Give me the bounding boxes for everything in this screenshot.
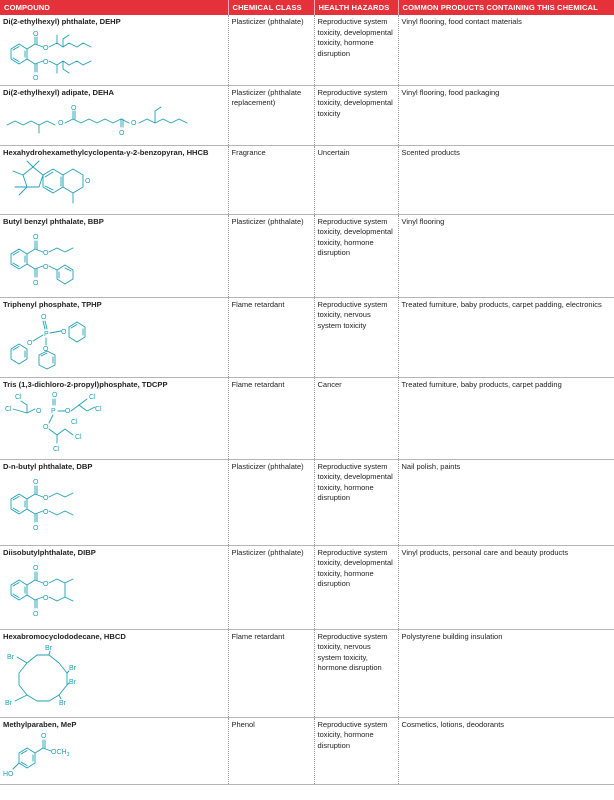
atom-o: O [43, 250, 49, 258]
table-row [0, 545, 614, 629]
och3-label: OCH [51, 749, 67, 757]
hazards-cell: Reproductive system toxicity, developmental toxicity, hormone disruption [314, 545, 398, 629]
hazards-cell: Reproductive system toxicity, hormone disruption [314, 717, 398, 784]
hazards-cell: Reproductive system toxicity, nervous system toxicity [314, 297, 398, 377]
compound-name: Butyl benzyl phthalate, BBP [3, 216, 104, 226]
structure-hhcb-icon [3, 159, 113, 211]
hazards-cell: Reproductive system toxicity, developmental toxicity, hormone disruption [314, 15, 398, 85]
compound-cell [0, 145, 228, 214]
compound-cell [0, 377, 228, 459]
atom-o: O [33, 611, 39, 619]
atom-o: O [33, 525, 39, 533]
structure-tdcpp-icon [3, 391, 123, 455]
atom-o: O [119, 130, 125, 138]
table-row [0, 85, 614, 145]
atom-o: O [33, 30, 39, 38]
class-cell: Fragrance [228, 145, 314, 214]
class-cell: Plasticizer (phthalate replacement) [228, 85, 314, 145]
structure-hbcd-icon [3, 643, 113, 713]
class-cell: Plasticizer (phthalate) [228, 459, 314, 545]
atom-o: O [33, 234, 39, 242]
structure-bbp-icon [3, 228, 113, 294]
atom-o: O [131, 120, 137, 128]
class-cell: Phenol [228, 717, 314, 784]
atom-o: O [43, 346, 49, 354]
atom-och3 [51, 749, 70, 758]
atom-p: P [51, 408, 56, 416]
structure-dbp-icon [3, 473, 113, 539]
atom-o: O [43, 424, 49, 432]
table-row [0, 377, 614, 459]
class-cell: Flame retardant [228, 629, 314, 717]
hazards-cell: Reproductive system toxicity, developmental toxicity [314, 85, 398, 145]
compound-cell [0, 214, 228, 297]
atom-o: O [43, 264, 49, 272]
atom-cl: Cl [5, 406, 12, 414]
compound-name: Hexahydrohexamethylcyclopenta-γ-2-benzopyran, HHCB [3, 147, 209, 157]
structure-dibp-icon [3, 559, 113, 625]
class-cell: Plasticizer (phthalate) [228, 214, 314, 297]
class-cell: Plasticizer (phthalate) [228, 15, 314, 85]
table-row [0, 717, 614, 784]
atom-o: O [33, 479, 39, 487]
structure-deha-icon [3, 99, 223, 139]
class-cell: Plasticizer (phthalate) [228, 545, 314, 629]
atom-o: O [52, 392, 58, 400]
hazards-cell: Reproductive system toxicity, nervous system toxicity, hormone disruption [314, 629, 398, 717]
products-cell: Scented products [398, 145, 614, 214]
header-compound: COMPOUND [0, 0, 228, 15]
atom-o: O [58, 120, 64, 128]
atom-ho: HO [3, 771, 14, 779]
atom-o: O [33, 280, 39, 288]
products-cell: Nail polish, paints [398, 459, 614, 545]
atom-p: P [44, 331, 49, 339]
table-row [0, 459, 614, 545]
atom-o: O [43, 58, 49, 66]
table-row [0, 297, 614, 377]
atom-o: O [61, 329, 67, 337]
products-cell: Cosmetics, lotions, deodorants [398, 717, 614, 784]
atom-o: O [43, 581, 49, 589]
atom-o: O [65, 408, 71, 416]
atom-cl: Cl [53, 446, 60, 454]
header-chemical-class: CHEMICAL CLASS [228, 0, 314, 15]
products-cell: Treated furniture, baby products, carpet padding [398, 377, 614, 459]
atom-o: O [43, 595, 49, 603]
atom-o: O [43, 509, 49, 517]
hazards-cell: Uncertain [314, 145, 398, 214]
compound-cell [0, 545, 228, 629]
compound-name: Di(2-ethylhexyl) adipate, DEHA [3, 87, 114, 97]
class-cell: Flame retardant [228, 297, 314, 377]
atom-br: Br [45, 645, 52, 653]
table-row [0, 629, 614, 717]
compound-cell [0, 15, 228, 85]
structure-tphp-icon [3, 311, 113, 373]
atom-br: Br [69, 679, 76, 687]
structure-dehp-icon [3, 29, 153, 83]
atom-br: Br [69, 665, 76, 673]
compound-name: Hexabromocyclododecane, HBCD [3, 631, 126, 641]
header-health-hazards: HEALTH HAZARDS [314, 0, 398, 15]
table-row [0, 15, 614, 85]
compound-name: Di(2-ethylhexyl) phthalate, DEHP [3, 17, 121, 26]
atom-br: Br [5, 700, 12, 708]
atom-o: O [43, 44, 49, 52]
table-row [0, 145, 614, 214]
atom-o: O [36, 408, 42, 416]
atom-cl: Cl [75, 434, 82, 442]
atom-cl: Cl [89, 394, 96, 402]
compound-cell [0, 629, 228, 717]
products-cell: Vinyl flooring [398, 214, 614, 297]
products-cell: Polystyrene building insulation [398, 629, 614, 717]
atom-cl: Cl [95, 406, 102, 414]
atom-o: O [33, 74, 39, 82]
hazards-cell: Cancer [314, 377, 398, 459]
compound-cell [0, 459, 228, 545]
products-cell: Vinyl flooring, food packaging [398, 85, 614, 145]
class-cell: Flame retardant [228, 377, 314, 459]
header-common-products: COMMON PRODUCTS CONTAINING THIS CHEMICAL [398, 0, 614, 15]
atom-br: Br [59, 700, 66, 708]
atom-o: O [27, 340, 33, 348]
products-cell: Vinyl flooring, food contact materials [398, 15, 614, 85]
compound-name: Diisobutylphthalate, DIBP [3, 547, 96, 557]
header-row [0, 0, 614, 15]
compound-name: Triphenyl phosphate, TPHP [3, 299, 102, 309]
subscript-3: 3 [66, 752, 70, 759]
atom-cl: Cl [71, 419, 78, 427]
compound-name: Tris (1,3-dichloro-2-propyl)phosphate, TDCPP [3, 379, 168, 389]
compound-cell [0, 85, 228, 145]
hazards-cell: Reproductive system toxicity, developmental toxicity, hormone disruption [314, 459, 398, 545]
atom-o: O [85, 178, 91, 186]
atom-cl: Cl [15, 394, 22, 402]
structure-mep-icon [3, 731, 113, 781]
atom-br: Br [7, 654, 14, 662]
compound-cell [0, 717, 228, 784]
products-cell: Treated furniture, baby products, carpet padding, electronics [398, 297, 614, 377]
table-row [0, 214, 614, 297]
compound-name: Methylparaben, MeP [3, 719, 77, 729]
products-cell: Vinyl products, personal care and beauty products [398, 545, 614, 629]
hazards-cell: Reproductive system toxicity, developmental toxicity, hormone disruption [314, 214, 398, 297]
atom-o: O [41, 733, 47, 741]
compound-name: D-n-butyl phthalate, DBP [3, 461, 93, 471]
atom-o: O [43, 495, 49, 503]
atom-o: O [71, 105, 77, 113]
compound-cell [0, 297, 228, 377]
atom-o: O [41, 314, 47, 322]
atom-o: O [33, 565, 39, 573]
